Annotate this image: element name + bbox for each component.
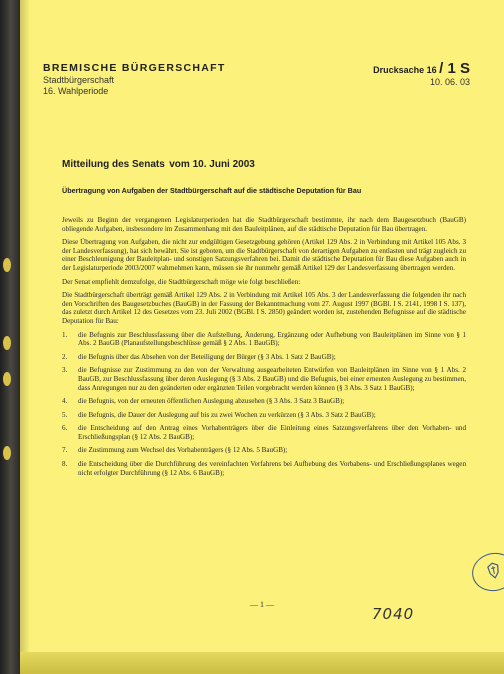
punch-hole [3, 372, 11, 386]
list-item [62, 424, 466, 441]
list-item-number: 3. [62, 366, 68, 375]
list-item-number: 1. [62, 330, 68, 339]
drucksache-number: / 1 S [439, 60, 470, 77]
list-item-text: die Zustimmung zum Wechsel des Vorhabenträgers (§ 12 Abs. 5 BauGB); [78, 446, 288, 455]
coat-of-arms-icon [482, 559, 504, 583]
document-body [62, 216, 466, 482]
header-left [43, 62, 226, 96]
list-item [62, 460, 466, 477]
list-item [62, 353, 466, 362]
list-item-number: 8. [62, 460, 68, 469]
list-item [62, 446, 466, 455]
list-item-number: 4. [62, 397, 68, 406]
document-title: Mitteilung des Senats [62, 159, 165, 170]
list-item-number: 7. [62, 446, 68, 455]
paragraph: Der Senat empfiehlt demzufolge, die Stadtbürgerschaft möge wie folgt beschließen: [62, 277, 301, 286]
list-item-text: die Befugnis über das Absehen von der Beteiligung der Bürger (§ 3 Abs. 1 Satz 2 BauGB); [78, 352, 336, 361]
list-item [62, 366, 466, 392]
header-right [373, 60, 470, 87]
library-stamp [469, 549, 504, 595]
title-block [62, 154, 474, 172]
paragraph: Jeweils zu Beginn der vergangenen Legislaturperioden hat die Stadtbürgerschaft bestimmte, ihr nach dem Baugesetzbuch (BauGB) obliegende Aufgaben, insbesondere im Zusammenhang mit den Bauleitplänen, auf die städtische Deputation für Bau übertragen. [62, 216, 466, 233]
list-item [62, 331, 466, 348]
list-item-number: 6. [62, 424, 68, 433]
punch-hole [3, 258, 11, 272]
list-item-number: 5. [62, 410, 68, 419]
list-item-text: die Befugnisse zur Zustimmung zu den von der Verwaltung ausgearbeiteten Entwürfen von Bauleitplänen im Sinne von § 1 Abs. 2 BauGB, zur Beschlussfassung über deren Auslegung (§ 3 Abs. 2 BauGB) und die Befugnis, bei einer erneuten Auslegung zu bestimmen, dass Anregungen nur zu den geänderten oder ergänzten Teilen vorgebracht werden können (§ 3 Abs. 3 Satz 1 BauGB); [78, 366, 466, 392]
paragraph: Die Stadtbürgerschaft überträgt gemäß Artikel 129 Abs. 2 in Verbindung mit Artikel 105 Abs. 3 der Landesverfassung die folgenden ihr nach den Vorschriften des Baugesetzbuches (BauGB) in der Fassung der Bekanntmachung vom 27. August 1997 (BGBl. I S. 2141, 1998 I S. 137), das zuletzt durch Artikel 12 des Gesetzes vom 23. Juli 2002 (BGBl. I S. 2850) geändert worden ist, zustehenden Befugnisse auf die städtische Deputation für Bau: [62, 291, 466, 325]
authority-list [62, 331, 466, 478]
list-item-text: die Entscheidung über die Durchführung des vereinfachten Verfahrens bei Aufhebung des Vorbabens- und Erschließungsplanes wegen nicht erfolgter Durchführung (§ 12 Abs. 6 BauGB); [78, 460, 466, 477]
list-item-text: die Befugnis zur Beschlussfassung über die Aufstellung, Änderung, Ergänzung oder Aufhebung von Bauleitplänen im Sinne von § 1 Abs. 2 BauGB (Planaufstellungsbeschlüsse gemäß § 2 Abs. 1 BauGB); [78, 330, 466, 348]
list-item-number: 2. [62, 352, 68, 361]
document-date: 10. 06. 03 [429, 77, 470, 87]
paragraph: Diese Übertragung von Aufgaben, die nicht zur endgültigen Gesetzgebung gehören (Artikel 129 Abs. 2 in Verbindung mit Artikel 105 Abs. 3 der Landesverfassung), hat sich bewährt. Sie ist geboten, um die Stadtbürgerschaft von derartigen Aufgaben zu entlasten und trägt zugleich zu einer Beschleunigung der Bauleitplan- und sonstigen Satzungsverfahren bei. Damit die städtische Deputation für Bau diese Aufgaben auch in der Legislaturperiode 2003/2007 wahrnehmen kann, müssen sie ihr nunmehr gemäß Artikel 129 der Landesverfassung übertragen werden. [62, 238, 466, 272]
list-item-text: die Befugnis, die Dauer der Auslegung auf bis zu zwei Wochen zu verkürzen (§ 3 Abs. 3 Satz 2 BauGB); [78, 410, 376, 419]
document-subject: Übertragung von Aufgaben der Stadtbürgerschaft auf die städtische Deputation für Bau [62, 186, 362, 195]
punch-hole [3, 446, 11, 460]
drucksache-label: Drucksache 16 [373, 65, 437, 75]
handwritten-note: 7040 [372, 605, 415, 623]
page-number: — 1 — [250, 600, 274, 609]
legislative-period: 16. Wahlperiode [43, 86, 109, 96]
list-item-text: die Entscheidung auf den Antrag eines Vorhabenträgers über die Einleitung eines Satzungsverfahrens über den Vorhaben- und Erschließungsplan (§ 12 Abs. 2 BauGB); [78, 424, 466, 441]
list-item-text: die Befugnis, von der erneuten öffentlichen Auslegung abzusehen (§ 3 Abs. 3 Satz 3 BauGB); [78, 397, 345, 406]
list-item [62, 411, 466, 420]
list-item [62, 397, 466, 406]
drucksache-reference [373, 60, 470, 77]
assembly-name: BREMISCHE BÜRGERSCHAFT [43, 62, 226, 74]
punch-hole [3, 336, 11, 350]
scan-binding-edge [0, 0, 20, 674]
document-title-date: vom 10. Juni 2003 [169, 159, 255, 170]
paper-bottom-edge [20, 652, 504, 674]
document-page [20, 0, 504, 674]
chamber-name: Stadtbürgerschaft [43, 75, 115, 85]
